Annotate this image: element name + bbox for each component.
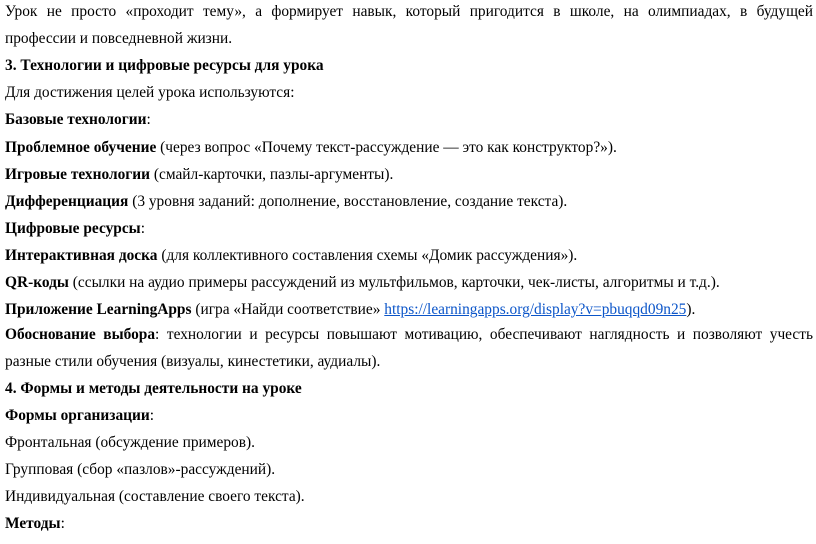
learningapps-label: Приложение LearningApps [5, 301, 192, 318]
differentiation-label: Дифференциация [5, 193, 129, 210]
problem-learning-label: Проблемное обучение [5, 139, 157, 156]
forms-colon: : [149, 407, 155, 424]
section-3-intro: Для достижения целей урока используются: [5, 84, 295, 101]
intro-line-2: профессии и повседневной жизни. [5, 30, 233, 47]
form-frontal: Фронтальная (обсуждение примеров). [5, 434, 255, 451]
choice-rationale-line-2: разные стили обучения (визуалы, кинестетики, аудиалы). [5, 353, 381, 370]
digital-resources-line [5, 219, 145, 239]
intro-line-1: Урок не просто «проходит тему», а формирует навык, который пригодится в школе, на олимпиадах, в будущей [5, 3, 813, 20]
learningapps-end: ). [686, 301, 696, 318]
interactive-board-text: (для коллективного составления схемы «Домик рассуждения»). [157, 247, 578, 264]
qr-codes-line [5, 273, 720, 293]
forms-line [5, 406, 154, 426]
digital-resources-label: Цифровые ресурсы [5, 220, 141, 237]
learningapps-text: (игра «Найди соответствие» [191, 301, 385, 318]
interactive-board-label: Интерактивная доска [5, 247, 158, 264]
choice-rationale-label: Обоснование выбора [5, 326, 156, 343]
form-group: Групповая (сбор «пазлов»-рассуждений). [5, 461, 276, 478]
choice-rationale-text: : технологии и ресурсы повышают мотивацию, обеспечивают наглядность и позволяют учесть [155, 326, 813, 343]
learningapps-line [5, 300, 695, 320]
form-individual: Индивидуальная (составление своего текста). [5, 488, 305, 505]
section-3-heading: 3. Технологии и цифровые ресурсы для урока [5, 57, 324, 74]
problem-learning-text: (через вопрос «Почему текст-рассуждение — это как конструктор?»). [156, 139, 617, 156]
differentiation-line [5, 192, 567, 212]
learningapps-link[interactable]: https://learningapps.org/display?v=pbuqqd09n25 [384, 301, 687, 318]
game-tech-label: Игровые технологии [5, 166, 151, 183]
forms-label: Формы организации [5, 407, 150, 424]
methods-line [5, 514, 65, 534]
differentiation-text: (3 уровня заданий: дополнение, восстановление, создание текста). [128, 193, 568, 210]
methods-label: Методы [5, 515, 61, 532]
qr-codes-text: (ссылки на аудио примеры рассуждений из мультфильмов, карточки, чек-листы, алгоритмы и т.д.). [68, 274, 720, 291]
problem-learning-line [5, 138, 617, 158]
base-technologies-line [5, 110, 151, 130]
base-technologies-label: Базовые технологии [5, 111, 147, 128]
game-tech-text: (смайл-карточки, пазлы-аргументы). [150, 166, 394, 183]
game-tech-line [5, 165, 393, 185]
section-4-heading: 4. Формы и методы деятельности на уроке [5, 380, 302, 397]
choice-rationale-line-1 [5, 325, 813, 345]
interactive-board-line [5, 246, 577, 266]
base-technologies-colon: : [146, 111, 151, 128]
qr-codes-label: QR-коды [5, 274, 69, 291]
methods-colon: : [60, 515, 65, 532]
digital-resources-colon: : [140, 220, 145, 237]
